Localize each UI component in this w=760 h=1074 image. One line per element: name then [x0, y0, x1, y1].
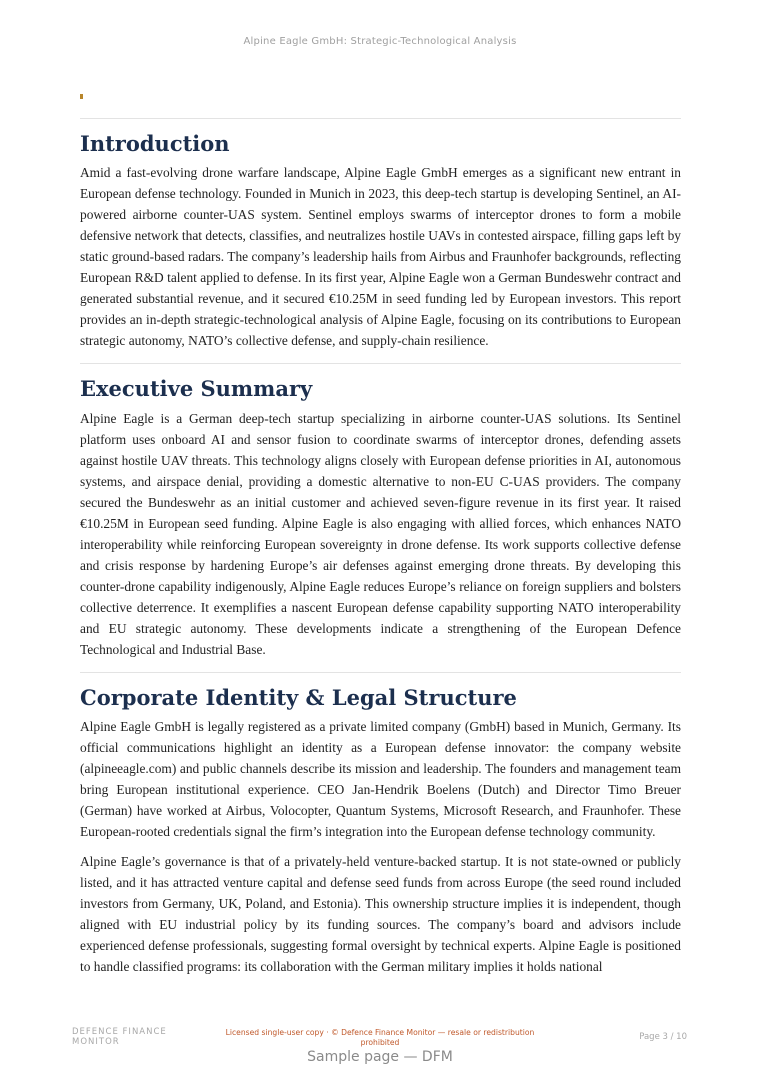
- paragraph: Alpine Eagle is a German deep-tech startup specializing in airborne counter-UAS solutions. Its Sentinel platform uses onboard AI and sensor fusion to coordinate swarms of interceptor drones, defending assets against hostile UAV threats. This technology aligns closely with European defense priorities in AI, autonomous systems, and airspace denial, providing a domestic alternative to non-EU C-UAS providers. The company secured the Bundeswehr as an initial customer and achieved seven-figure revenue in its first year. It raised €10.25M in European seed funding. Alpine Eagle is also engaging with allied forces, which enhances NATO interoperability while reinforcing European sovereignty in drone defense. Its work supports collective defense and crisis response by hardening Europe’s air defenses against emerging drone threats. By developing this counter-drone capability indigenously, Alpine Eagle reduces Europe’s reliance on foreign suppliers and bolsters collective deterrence. It exemplifies a nascent European defense capability supporting NATO interoperability and EU strategic autonomy. These developments indicate a strengthening of the European Defence Technological and Industrial Base.: [80, 410, 681, 657]
- section-executive-summary: [80, 375, 681, 659]
- footer-brand: DEFENCE FINANCE MONITOR: [72, 1027, 167, 1047]
- running-header: Alpine Eagle GmbH: Strategic-Technological Analysis: [243, 36, 517, 47]
- section-introduction: [80, 130, 681, 351]
- section-divider: [80, 118, 681, 119]
- license-notice: Licensed single-user copy · © Defence Finance Monitor — resale or redistribution prohibited: [225, 1028, 535, 1047]
- section-heading: Corporate Identity & Legal Structure: [80, 684, 517, 710]
- section-divider: [80, 363, 681, 364]
- section-divider: [80, 672, 681, 673]
- accent-mark: [80, 94, 83, 99]
- section-heading: Introduction: [80, 131, 230, 156]
- paragraph: Alpine Eagle’s governance is that of a privately-held venture-backed startup. It is not state-owned or publicly listed, and it has attracted venture capital and defense seed funds from across Europe (the seed round included investors from Germany, UK, Poland, and Estonia). This ownership structure implies it is independent, though aligned with EU industrial policy by its funding sources. The company’s board and advisors include experienced defense professionals, suggesting formal oversight by technical experts. Alpine Eagle is positioned to handle classified programs: its collaboration with the German military implies it holds national: [80, 853, 681, 974]
- paragraph: Alpine Eagle GmbH is legally registered as a private limited company (GmbH) based in Munich, Germany. Its official communications highlight an identity as a European defense innovator: the company website (alpineeagle.com) and public channels describe its mission and leadership. The founders and management team bring European institutional experience. CEO Jan-Hendrik Boelens (Dutch) and Director Timo Breuer (German) have worked at Airbus, Volocopter, Quantum Systems, Microsoft Research, and Fraunhofer. These European-rooted credentials signal the firm’s integration into the European defense technology community.: [80, 718, 681, 839]
- document-body: [80, 118, 681, 989]
- section-corporate-identity: [80, 684, 681, 977]
- paragraph: Amid a fast-evolving drone warfare landscape, Alpine Eagle GmbH emerges as a significant new entrant in European defense technology. Founded in Munich in 2023, this deep-tech startup is developing Sentinel, an AI-powered airborne counter-UAS system. Sentinel employs swarms of interceptor drones to form a mobile defensive network that detects, classifies, and neutralizes hostile UAVs in contested airspace, filling gaps left by static ground-based radars. The company’s leadership hails from Airbus and Fraunhofer backgrounds, reflecting European R&D talent applied to defense. In its first year, Alpine Eagle won a German Bundeswehr contract and generated substantial revenue, and it secured €10.25M in seed funding led by European investors. This report provides an in-depth strategic-technological analysis of Alpine Eagle, focusing on its contributions to European strategic autonomy, NATO’s collective defense, and supply-chain resilience.: [80, 165, 681, 349]
- page-number: Page 3 / 10: [639, 1032, 687, 1042]
- sample-banner: Sample page — DFM: [307, 1049, 453, 1065]
- section-heading: Executive Summary: [80, 376, 313, 402]
